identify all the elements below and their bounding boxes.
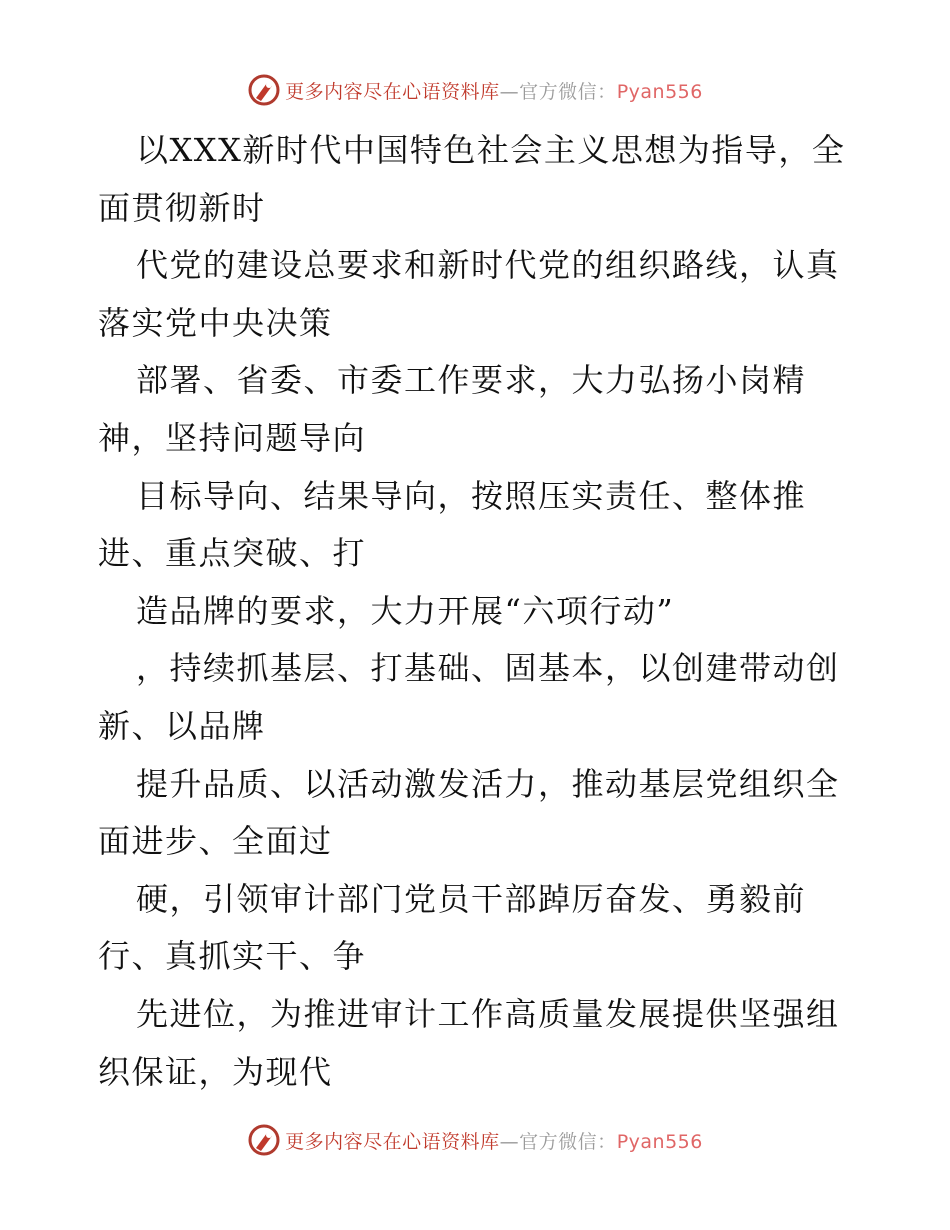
document-line: 神，坚持问题导向 xyxy=(98,418,367,457)
document-line: 织保证，为现代 xyxy=(98,1052,333,1091)
pen-nib-logo-icon xyxy=(247,1123,281,1157)
document-line: 目标导向、结果导向，按照压实责任、整体推 xyxy=(136,476,807,515)
document-line: 先进位，为推进审计工作高质量发展提供坚强组 xyxy=(136,994,840,1033)
watermark-wechat-id: Pyan556 xyxy=(616,1130,703,1153)
document-line: 造品牌的要求，大力开展“六项行动” xyxy=(136,591,675,630)
document-line: 提升品质、以活动激发活力，推动基层党组织全 xyxy=(136,764,840,803)
document-line: 新、以品牌 xyxy=(98,706,266,745)
watermark-dash: — xyxy=(499,1130,520,1153)
watermark-label: 官方微信： xyxy=(519,80,617,103)
header-watermark xyxy=(0,70,950,110)
watermark-label: 官方微信： xyxy=(519,1130,617,1153)
watermark-brand: 更多内容尽在心语资料库 xyxy=(285,1130,500,1153)
document-line: 进、重点突破、打 xyxy=(98,534,367,573)
document-line: 部署、省委、市委工作要求，大力弘扬小岗精 xyxy=(136,361,807,400)
document-line: 代党的建设总要求和新时代党的组织路线，认真 xyxy=(136,246,840,285)
document-line: 落实党中央决策 xyxy=(98,303,333,342)
watermark-dash: — xyxy=(499,80,520,103)
pen-nib-logo-icon xyxy=(247,73,281,107)
footer-watermark xyxy=(0,1120,950,1160)
document-body xyxy=(98,122,858,1101)
document-line: 以XXX新时代中国特色社会主义思想为指导，全 xyxy=(136,131,846,169)
document-line: 行、真抓实干、争 xyxy=(98,937,367,976)
watermark-wechat-id: Pyan556 xyxy=(616,80,703,103)
document-line: 面贯彻新时 xyxy=(98,188,266,227)
document-line: ，持续抓基层、打基础、固基本，以创建带动创 xyxy=(136,649,840,688)
document-line: 面进步、全面过 xyxy=(98,822,333,861)
document-line: 硬，引领审计部门党员干部踔厉奋发、勇毅前 xyxy=(136,879,807,918)
watermark-brand: 更多内容尽在心语资料库 xyxy=(285,80,500,103)
